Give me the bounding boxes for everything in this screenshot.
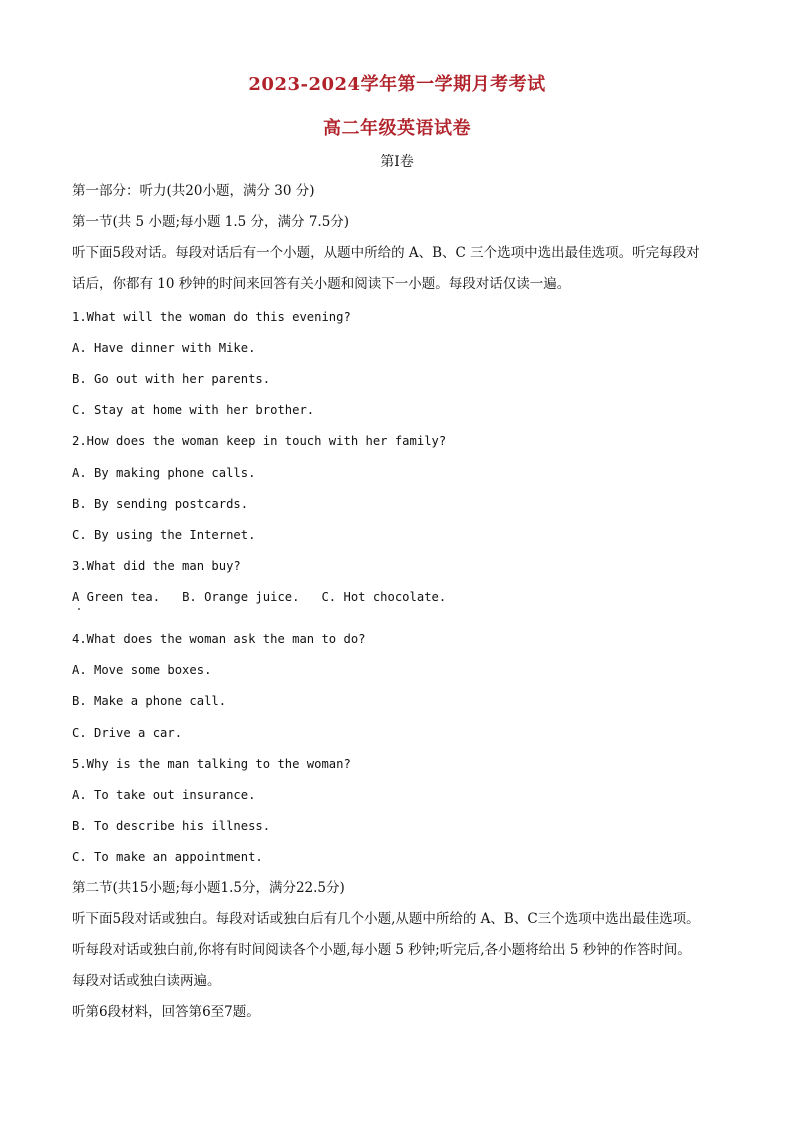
exam-subtitle: 高二年级英语试卷 [323,118,471,139]
question-3-option-a: A Green tea. [72,590,161,604]
question-2-option-b: B. By sending postcards. [72,497,249,511]
question-5-option-c: C. To make an appointment. [72,850,263,864]
question-5-option-b: B. To describe his illness. [72,819,271,833]
question-4-option-a: A. Move some boxes. [72,663,212,677]
question-4-option-b: B. Make a phone call. [72,694,227,708]
section2-instruction-line3: 每段对话或独白读两遍。 [72,973,221,989]
stray-mark [78,608,80,610]
volume-label: 第Ⅰ卷 [380,154,414,170]
part1-heading: 第一部分：听力(共20小题，满分 30 分) [72,183,315,199]
question-4-option-c: C. Drive a car. [72,726,183,740]
section2-instruction-line1: 听下面5段对话或独白。每段对话或独白后有几个小题,从题中所给的 A、B、C三个选项中选出最佳选项。 [72,911,700,927]
question-2-option-c: C. By using the Internet. [72,528,256,542]
question-1-option-c: C. Stay at home with her brother. [72,403,315,417]
question-3-option-c: C. Hot chocolate. [321,590,447,604]
question-5-option-a: A. To take out insurance. [72,788,256,802]
question-3-stem: 3.What did the man buy? [72,559,241,573]
section1-instruction-line1: 听下面5段对话。每段对话后有一个小题，从题中所给的 A、B、C 三个选项中选出最佳选项。听完每段对 [72,245,700,261]
exam-title: 2023-2024学年第一学期月考考试 [248,74,546,95]
question-1-option-a: A. Have dinner with Mike. [72,341,256,355]
question-3-options [72,588,734,606]
question-5-stem: 5.Why is the man talking to the woman? [72,757,351,771]
question-2-stem: 2.How does the woman keep in touch with her family? [72,434,447,448]
question-4-stem: 4.What does the woman ask the man to do? [72,632,366,646]
question-2-option-a: A. By making phone calls. [72,466,256,480]
question-1-option-b: B. Go out with her parents. [72,372,271,386]
question-1-stem: 1.What will the woman do this evening? [72,310,351,324]
section1-instruction-line2: 话后，你都有 10 秒钟的时间来回答有关小题和阅读下一小题。每段对话仅读一遍。 [72,276,571,292]
section2-heading: 第二节(共15小题;每小题1.5分，满分22.5分) [72,880,345,896]
section2-instruction-line2: 听每段对话或独白前,你将有时间阅读各个小题,每小题 5 秒钟;听完后,各小题将给出 5 秒钟的作答时间。 [72,942,691,958]
material-6-note: 听第6段材料，回答第6至7题。 [72,1004,260,1020]
question-3-option-b: B. Orange juice. [182,590,300,604]
section1-heading: 第一节(共 5 小题;每小题 1.5 分，满分 7.5分) [72,214,350,230]
